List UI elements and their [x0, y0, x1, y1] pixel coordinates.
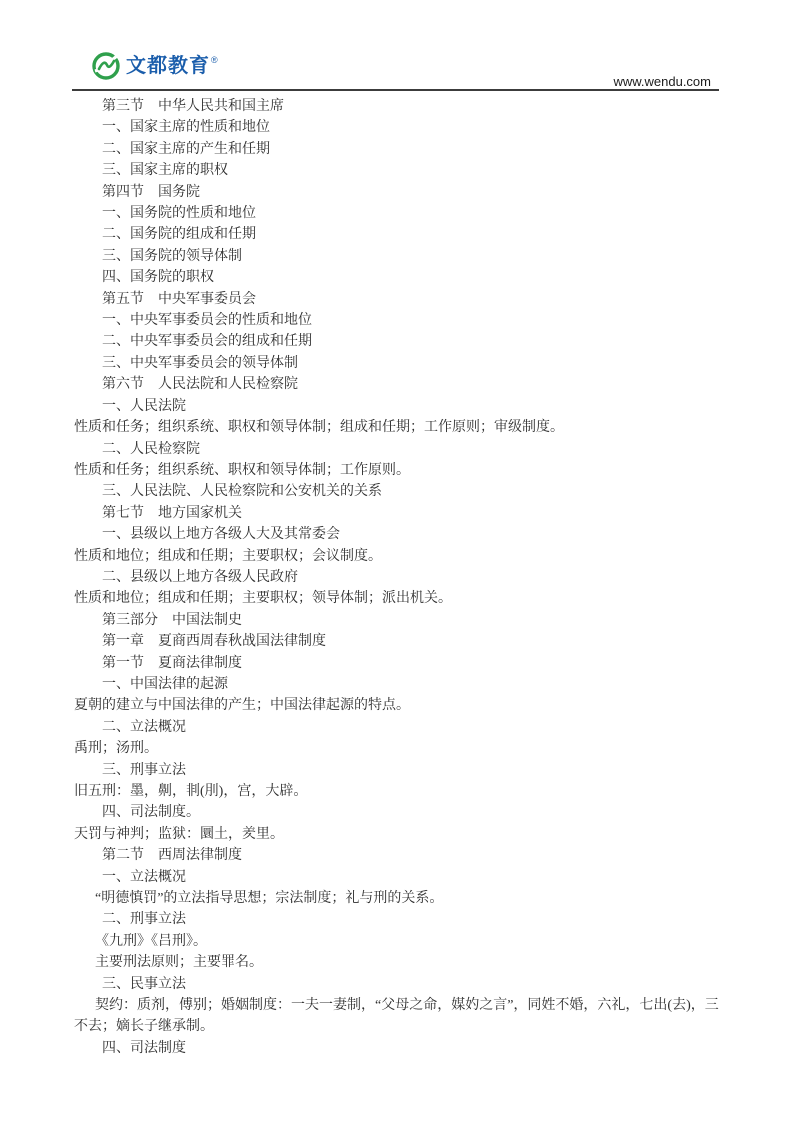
doc-line: 二、县级以上地方各级人民政府: [102, 569, 298, 585]
doc-line: 第二节 西周法律制度: [102, 848, 242, 864]
registered-trademark-icon: ®: [211, 55, 218, 65]
doc-line: 性质和地位；组成和任期；主要职权；领导体制；派出机关。: [74, 591, 452, 607]
doc-line: 四、司法制度。: [102, 805, 200, 821]
doc-line: 第四节 国务院: [102, 184, 200, 200]
wendu-logo-icon: [92, 52, 120, 80]
doc-line: 性质和地位；组成和任期；主要职权；会议制度。: [74, 548, 382, 564]
doc-line: 一、中国法律的起源: [102, 676, 228, 692]
doc-line: 天罚与神判；监狱：圜土，羑里。: [74, 826, 284, 842]
doc-line: 一、国务院的性质和地位: [102, 206, 256, 222]
doc-line: 《九刑》《吕刑》。: [95, 933, 207, 949]
doc-line: 主要刑法原则；主要罪名。: [95, 955, 263, 971]
doc-line: 第五节 中央军事委员会: [102, 291, 256, 307]
doc-line: 性质和任务；组织系统、职权和领导体制；组成和任期；工作原则；审级制度。: [74, 420, 564, 436]
doc-line: 二、中央军事委员会的组成和任期: [102, 334, 312, 350]
doc-line: 二、国务院的组成和任期: [102, 227, 256, 243]
doc-line: 二、国家主席的产生和任期: [102, 141, 270, 157]
wendu-logo: [92, 52, 217, 80]
document-body: [74, 96, 722, 1059]
doc-line: 第三部分 中国法制史: [102, 612, 242, 628]
doc-line: 三、刑事立法: [102, 762, 186, 778]
doc-line: 一、县级以上地方各级人大及其常委会: [102, 527, 340, 543]
doc-line: 一、人民法院: [102, 398, 186, 414]
doc-line: 禹刑；汤刑。: [74, 741, 158, 757]
doc-line: 四、司法制度: [102, 1040, 186, 1056]
website-url[interactable]: www.wendu.com: [613, 74, 711, 89]
wendu-logo-text: 文都教育: [126, 55, 210, 77]
doc-line: 契约：质剂，傅别；婚姻制度：一夫一妻制，“父母之命，媒妁之言”，同姓不婚，六礼，七出(去)，三不去；嫡长子继承制。: [74, 998, 719, 1035]
doc-line: 夏朝的建立与中国法律的产生；中国法律起源的特点。: [74, 698, 410, 714]
doc-line: 第一章 夏商西周春秋战国法律制度: [102, 634, 326, 650]
doc-line: 三、中央军事委员会的领导体制: [102, 355, 298, 371]
doc-line: 一、立法概况: [102, 869, 186, 885]
doc-line: 二、刑事立法: [102, 912, 186, 928]
doc-line: 一、国家主席的性质和地位: [102, 120, 270, 136]
doc-line: 第七节 地方国家机关: [102, 505, 242, 521]
doc-line: 一、中央军事委员会的性质和地位: [102, 313, 312, 329]
doc-line: 第一节 夏商法律制度: [102, 655, 242, 671]
doc-line: 四、国务院的职权: [102, 270, 214, 286]
doc-line: 性质和任务；组织系统、职权和领导体制；工作原则。: [74, 462, 410, 478]
doc-line: 二、立法概况: [102, 719, 186, 735]
doc-line: 二、人民检察院: [102, 441, 200, 457]
doc-line: 三、人民法院、人民检察院和公安机关的关系: [102, 484, 382, 500]
page-header: [72, 46, 719, 90]
header-divider: [72, 89, 719, 91]
doc-line: 三、国家主席的职权: [102, 163, 228, 179]
doc-line: 第六节 人民法院和人民检察院: [102, 377, 298, 393]
doc-line: 旧五刑：墨，劓，剕(刖)，宫，大辟。: [74, 784, 308, 799]
doc-line: “明德慎罚”的立法指导思想；宗法制度；礼与刑的关系。: [95, 891, 444, 907]
doc-line: 第三节 中华人民共和国主席: [102, 99, 284, 114]
doc-line: 三、国务院的领导体制: [102, 248, 242, 264]
doc-line: 三、民事立法: [102, 976, 186, 992]
